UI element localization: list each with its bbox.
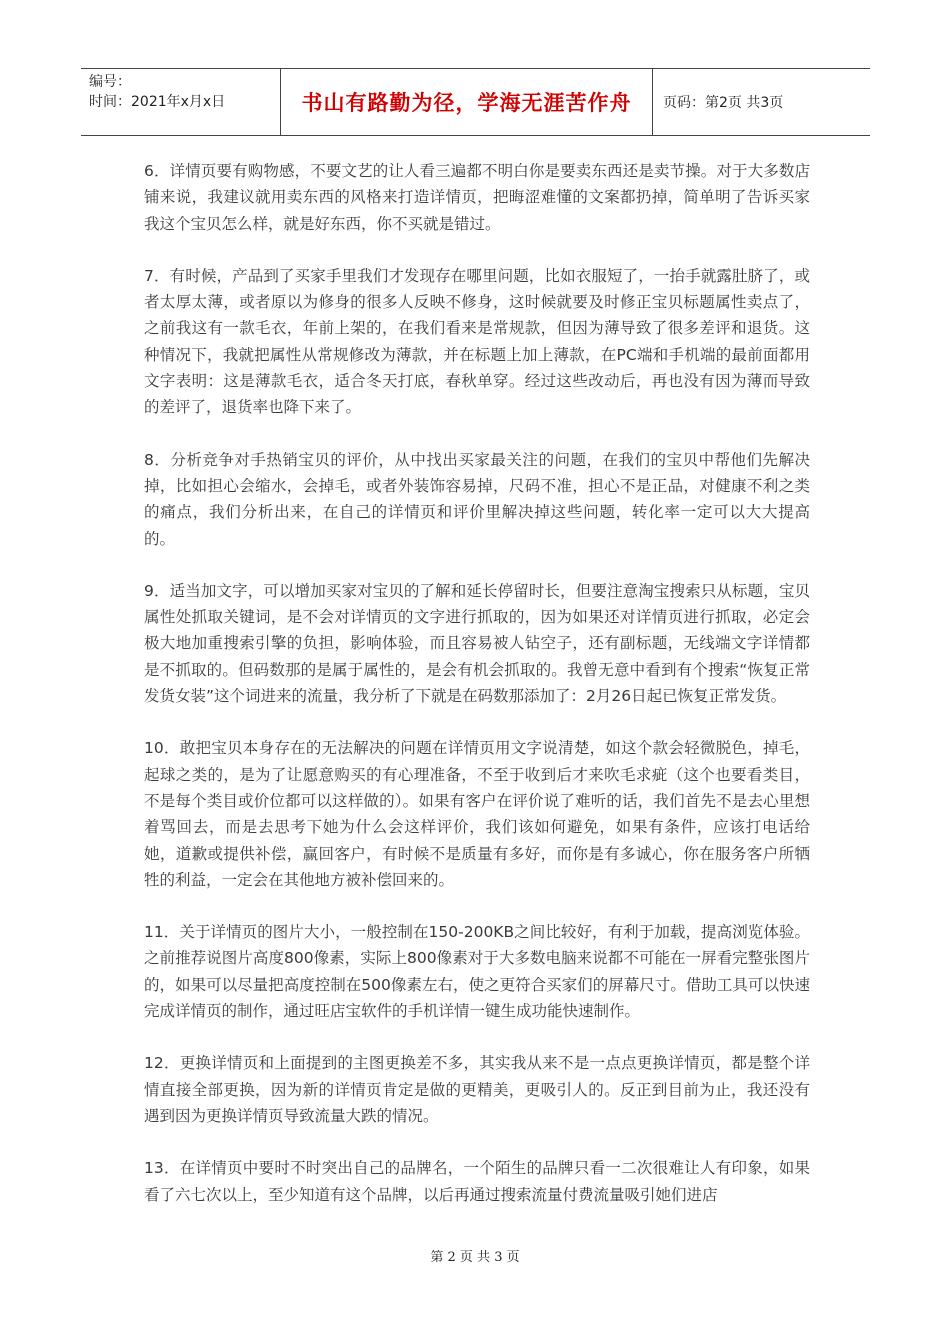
paragraph-9: 9．适当加文字，可以增加买家对宝贝的了解和延长停留时长，但要注意淘宝搜索只从标题，宝贝属性处抓取关键词，是不会对详情页的文字进行抓取的，因为如果还对详情页进行抓取，必定会极大地加重搜索引擎的负担，影响体验，而且容易被人钻空子，还有副标题，无线端文字详情都是不抓取的。但码数那的是属于属性的，是会有机会抓取的。我曾无意中看到有个搜索“恢复正常发货女装”这个词进来的流量，我分析了下就是在码数那添加了：2月26日起已恢复正常发货。 <box>144 581 810 706</box>
paragraph-12: 12．更换详情页和上面提到的主图更换差不多，其实我从来不是一点点更换详情页，都是整个详情直接全部更换，因为新的详情页肯定是做的更精美，更吸引人的。反正到目前为止，我还没有遇到因为更换详情页导致流量大跌的情况。 <box>144 1054 810 1125</box>
paragraph-8: 8．分析竞争对手热销宝贝的评价，从中找出买家最关注的问题，在我们的宝贝中帮他们先解决掉，比如担心会缩水，会掉毛，或者外装饰容易掉，尺码不准，担心不是正品，对健康不利之类的痛点，我们分析出来，在自己的详情页和评价里解决掉这些问题，转化率一定可以大大提高的。 <box>144 450 810 548</box>
document-body <box>144 158 810 1234</box>
paragraph-6: 6．详情页要有购物感，不要文艺的让人看三遍都不明白你是要卖东西还是卖节操。对于大多数店铺来说，我建议就用卖东西的风格来打造详情页，把晦涩难懂的文案都扔掉，简单明了告诉买家我这个宝贝怎么样，就是好东西，你不买就是错过。 <box>144 162 810 233</box>
page-footer: 第 2 页 共 3 页 <box>430 1250 520 1265</box>
header-motto: 书山有路勤为径，学海无涯苦作舟 <box>281 69 653 135</box>
paragraph-7: 7．有时候，产品到了买家手里我们才发现存在哪里问题，比如衣服短了，一抬手就露肚脐了，或者太厚太薄，或者原以为修身的很多人反映不修身，这时候就要及时修正宝贝标题属性卖点了，之前我这有一款毛衣，年前上架的，在我们看来是常规款，但因为薄导致了很多差评和退货。这种情况下，我就把属性从常规修改为薄款，并在标题上加上薄款，在PC端和手机端的最前面都用文字表明：这是薄款毛衣，适合冬天打底，春秋单穿。经过这些改动后，再也没有因为薄而导致的差评了，退货率也降下来了。 <box>144 266 810 417</box>
document-date-label: 时间：2021年x月x日 <box>89 94 226 110</box>
header-page-info: 页码：第2页 共3页 <box>663 95 784 111</box>
paragraph-13: 13．在详情页中要时不时突出自己的品牌名，一个陌生的品牌只看一二次很难让人有印象，如果看了六七次以上，至少知道有这个品牌，以后再通过搜索流量付费流量吸引她们进店 <box>144 1159 810 1204</box>
header-meta <box>81 69 281 135</box>
document-number-label: 编号： <box>89 74 131 90</box>
paragraph-11: 11．关于详情页的图片大小，一般控制在150-200KB之间比较好，有利于加载，提高浏览体验。之前推荐说图片高度800像素，实际上800像素对于大多数电脑来说都不可能在一屏看完整张图片的，如果可以尽量把高度控制在500像素左右，使之更符合买家们的屏幕尺寸。借助工具可以快速完成详情页的制作，通过旺店宝软件的手机详情一键生成功能快速制作。 <box>144 923 810 1021</box>
document-header <box>81 68 870 136</box>
paragraph-10: 10．敢把宝贝本身存在的无法解决的问题在详情页用文字说清楚，如这个款会轻微脱色，掉毛，起球之类的，是为了让愿意购买的有心理准备，不至于收到后才来吹毛求疵（这个也要看类目，不是每个类目或价位都可以这样做的）。如果有客户在评价说了难听的话，我们首先不是去心里想着骂回去，而是去思考下她为什么会这样评价，我们该如何避免，如果有条件，应该打电话给她，道歉或提供补偿，赢回客户，有时候不是质量有多好，而你是有多诚心，你在服务客户所牺牲的利益，一定会在其他地方被补偿回来的。 <box>144 739 810 889</box>
